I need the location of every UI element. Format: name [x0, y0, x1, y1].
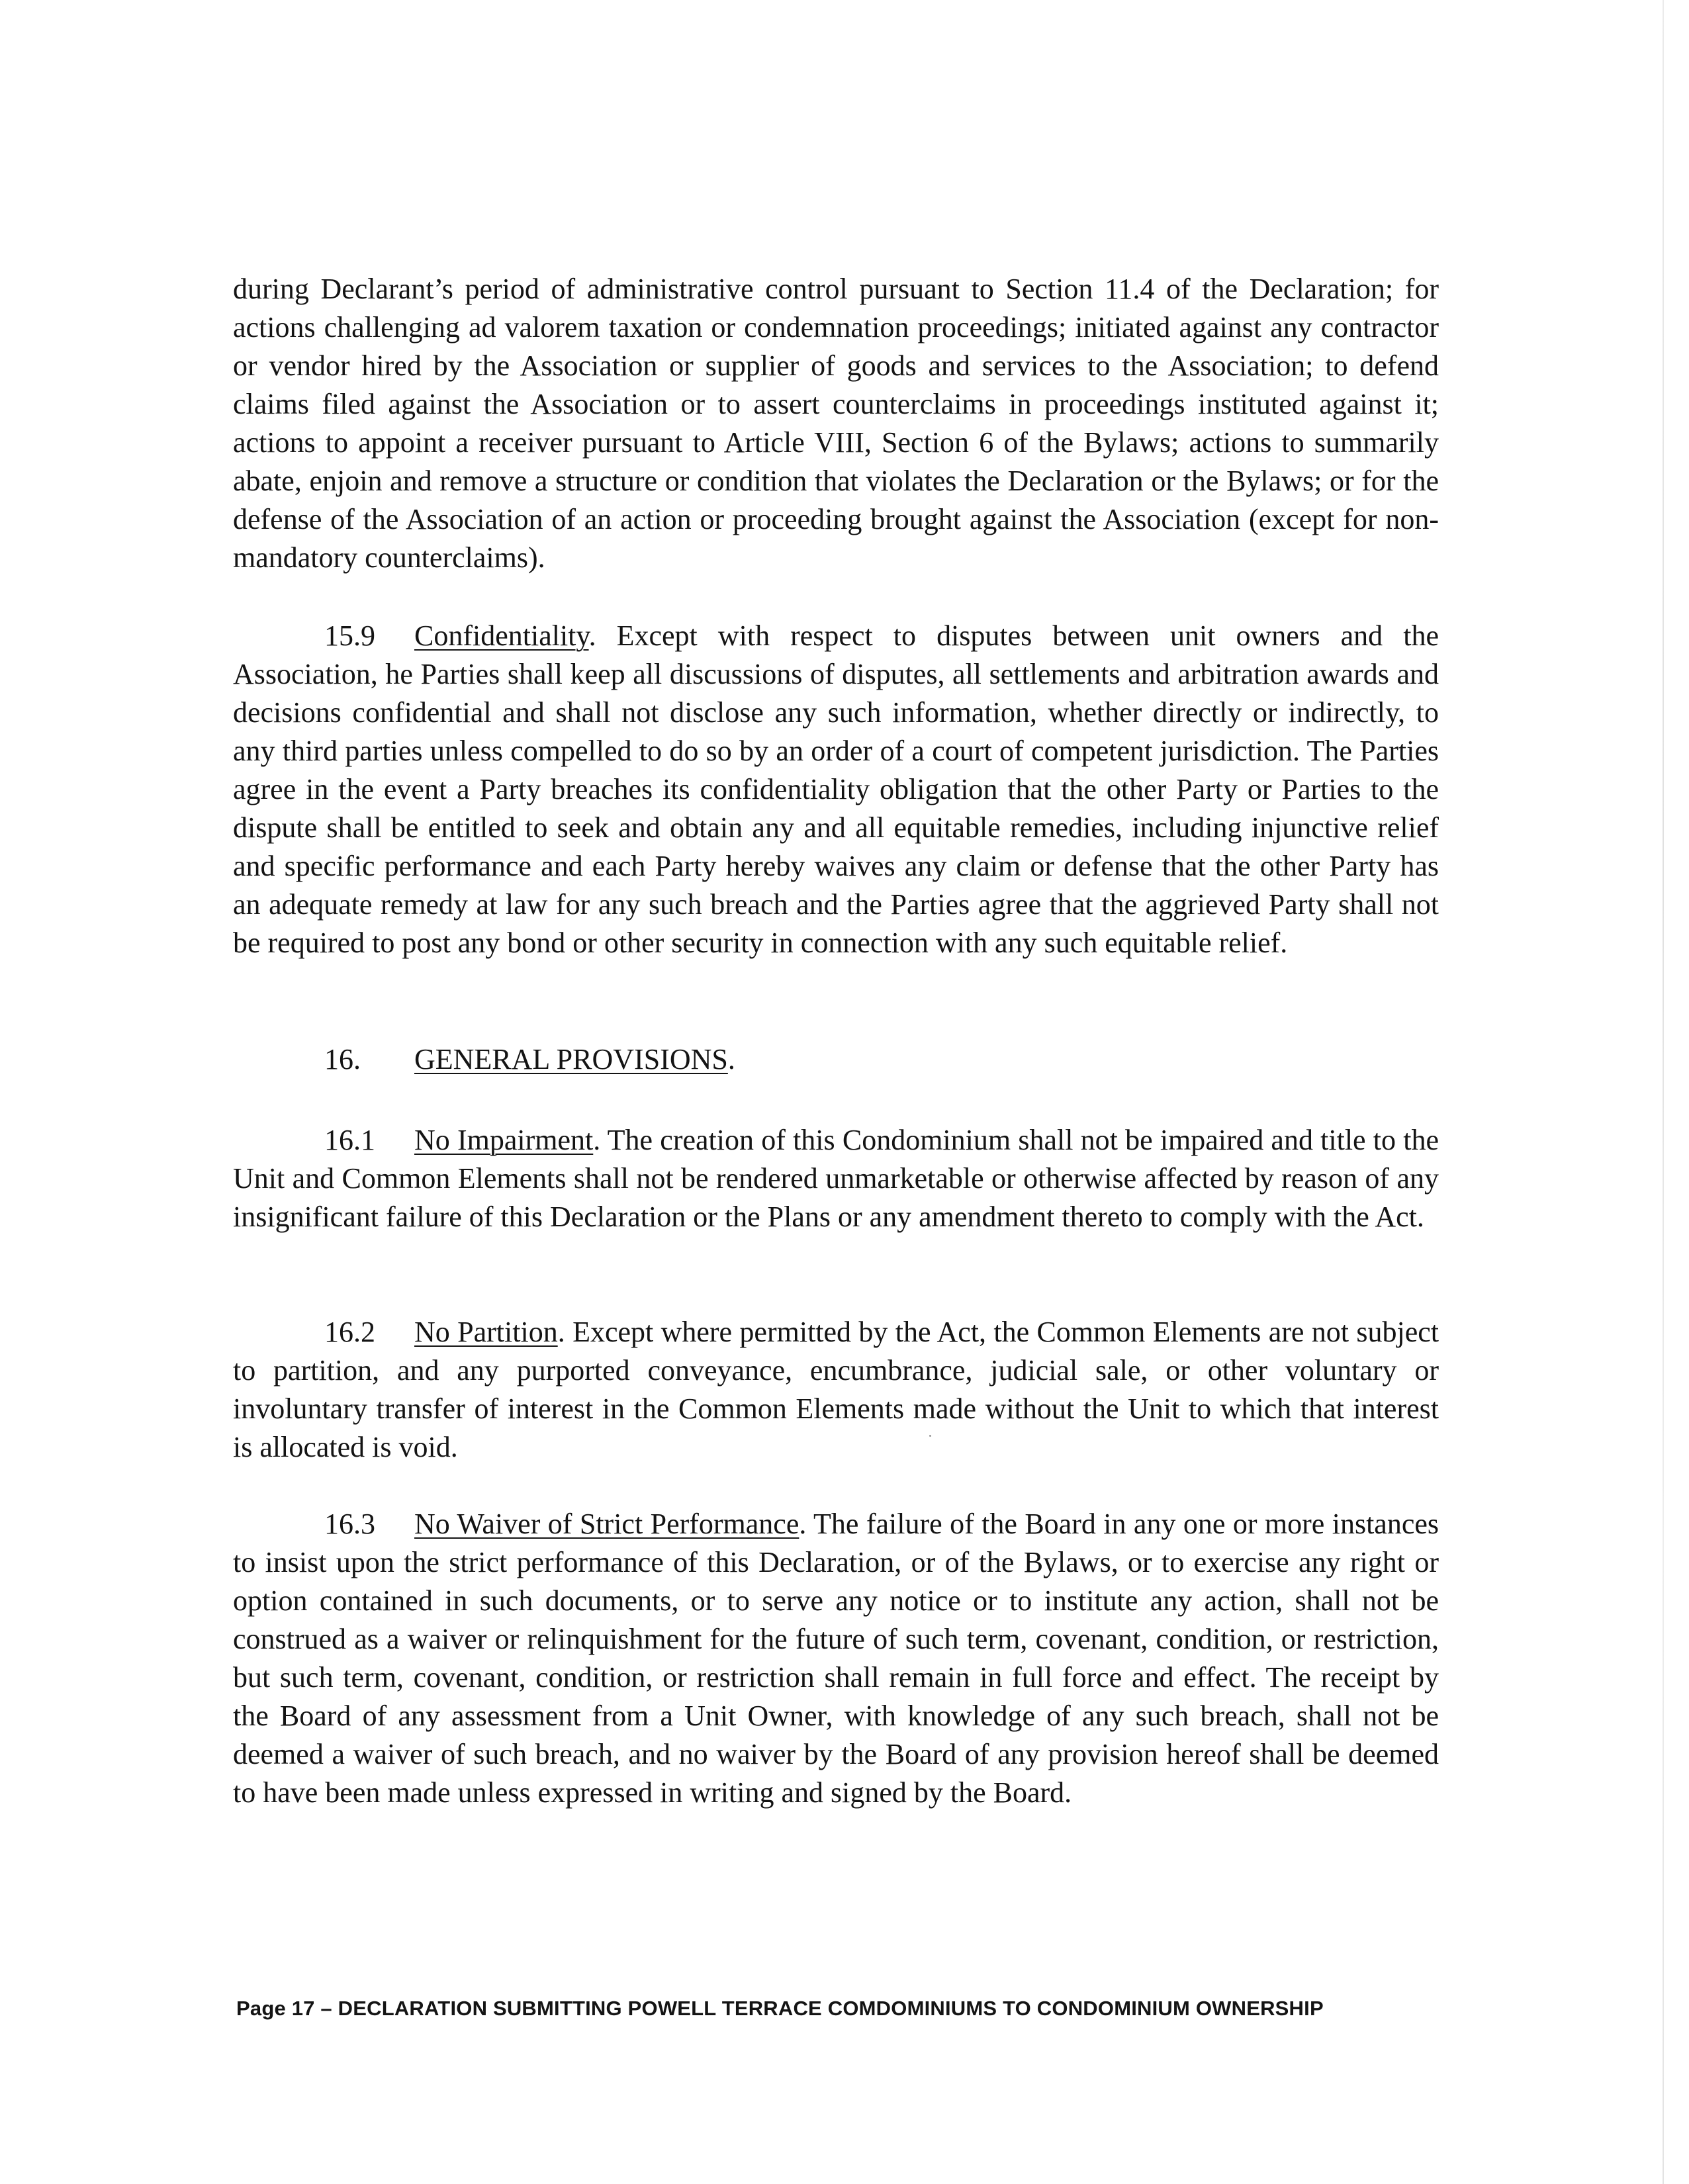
section-text: . Except where permitted by the Act, the Common Elements are not subject to partition, and any purported conveyance, encumbrance, judicial sale, or other voluntary or involuntary transfer of interest in the Common Elements made without the Unit to which that interest is allocated is void.	[233, 1316, 1439, 1463]
section-heading: No Partition	[414, 1316, 558, 1348]
section-heading: No Waiver of Strict Performance	[414, 1508, 799, 1540]
scan-speck	[929, 1435, 931, 1437]
section-text: . The creation of this Condominium shall not be impaired and title to the Unit and Common Elements shall not be rendered unmarketable or otherwise affected by reason of any insignificant failure of this Declaration or the Plans or any amendment thereto to comply with the Act.	[233, 1124, 1439, 1233]
section-heading: Confidentiality	[414, 619, 589, 652]
section-text: . Except with respect to disputes between unit owners and the Association, he Parties shall keep all discussions of disputes, all settlements and arbitration awards and decisions confidential and shall not disclose any such information, whether directly or indirectly, to any third parties unless compelled to do so by an order of a court of competent jurisdiction. The Parties agree in the event a Party breaches its confidentiality obligation that the other Party or Parties to the dispute shall be entitled to seek and obtain any and all equitable remedies, including injunctive relief and specific performance and each Party hereby waives any claim or defense that the other Party has an adequate remedy at law for any such breach and the Parties agree that the aggrieved Party shall not be required to post any bond or other security in connection with any such equitable relief.	[233, 619, 1439, 959]
section-16-2-paragraph	[233, 1313, 1439, 1467]
section-16-3-paragraph	[233, 1505, 1439, 1812]
section-text: . The failure of the Board in any one or more instances to insist upon the strict performance of this Declaration, or of the Bylaws, or to exercise any right or option contained in such documents, or to serve any notice or to institute any action, shall not be construed as a waiver or relinquishment for the future of such term, covenant, condition, or restriction, but such term, covenant, condition, or restriction shall remain in full force and effect. The receipt by the Board of any assessment from a Unit Owner, with knowledge of any such breach, shall not be deemed a waiver of such breach, and no waiver by the Board of any provision hereof shall be deemed to have been made unless expressed in writing and signed by the Board.	[233, 1508, 1439, 1809]
continuation-paragraph: during Declarant’s period of administrative control pursuant to Section 11.4 of the Declaration; for actions challenging ad valorem taxation or condemnation proceedings; initiated against any contractor or vendor hired by the Association or supplier of goods and services to the Association; to defend claims filed against the Association or to assert counterclaims in proceedings instituted against it; actions to appoint a receiver pursuant to Article VIII, Section 6 of the Bylaws; actions to summarily abate, enjoin and remove a structure or condition that violates the Declaration or the Bylaws; or for the defense of the Association of an action or proceeding brought against the Association (except for non-mandatory counterclaims).	[233, 273, 1439, 574]
section-number: 16.	[324, 1043, 361, 1075]
section-16-1-paragraph	[233, 1121, 1439, 1236]
section-number: 16.2	[324, 1316, 375, 1348]
page-footer: Page 17 – DECLARATION SUBMITTING POWELL TERRACE COMDOMINIUMS TO CONDOMINIUM OWNERSHIP	[236, 1997, 1324, 2020]
section-heading: No Impairment	[414, 1124, 594, 1156]
section-heading: GENERAL PROVISIONS	[414, 1043, 728, 1075]
section-16-heading: 16. GENERAL PROVISIONS.	[233, 1040, 1439, 1079]
section-number: 16.3	[324, 1508, 375, 1540]
section-number: 15.9	[324, 619, 375, 652]
section-15-9-paragraph	[233, 617, 1439, 962]
scan-edge-line	[1663, 0, 1664, 2184]
section-number: 16.1	[324, 1124, 375, 1156]
